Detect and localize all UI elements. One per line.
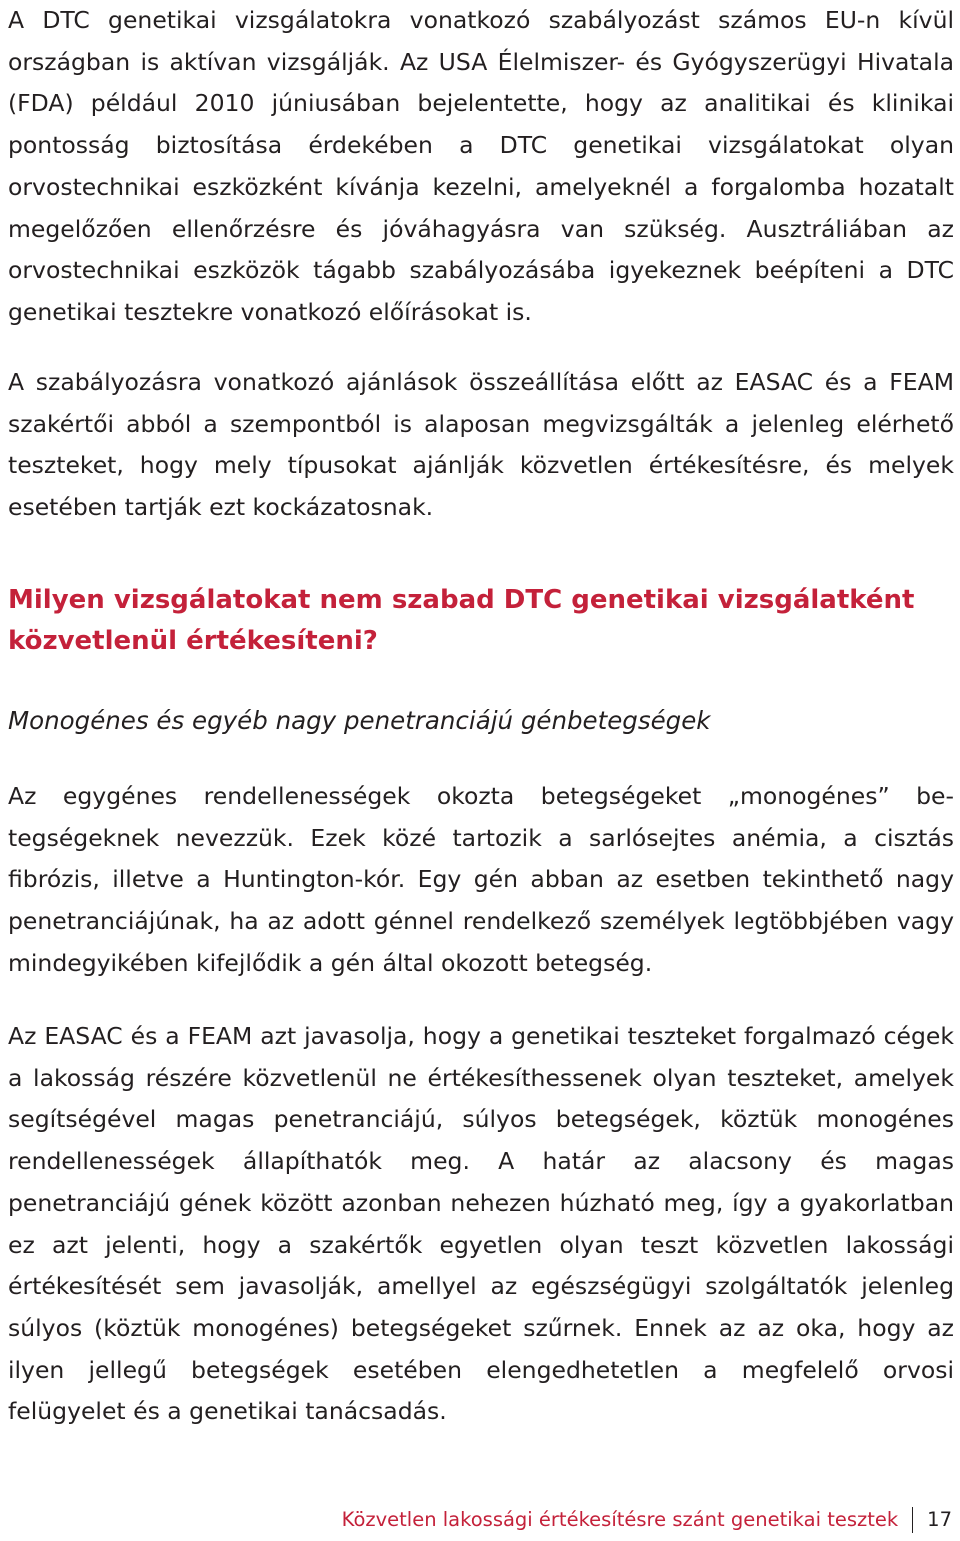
paragraph-recommendation: Az EASAC és a FEAM azt javasolja, hogy a genetikai teszteket forgalmazó cégek a lakosság részére közvetlenül ne értékesíthessenek olyan teszteket, amelyek segítségével magas penetranciájú, súlyos betegségek, köztük monogénes rendellenességek állapíthatók meg. A határ az alacsony és magas penetranciájú gének között azonban nehezen húzható meg, így a gyakorlatban ez azt jelenti, hogy a szakértők egyetlen olyan teszt közvetlen lakossági értékesítését sem javasolják, amellyel az egészségügyi szolgáltatók jelenleg súlyos (köztük monogénes) betegségeket szűrnek. Ennek az az oka, hogy az ilyen jellegű betegségek esetében elengedhetetlen a megfelelő orvosi felügyelet és a genetikai tanácsadás.	[8, 1022, 954, 1426]
paragraph-dtc-regulation: A DTC genetikai vizsgálatokra vonatkozó szabályozást számos EU-n kívül országban is aktívan vizsgálják. Az USA Élelmiszer- és Gyógyszerügyi Hivatala (FDA) például 2010 júniusában bejelentette, hogy az analitikai és klinikai pontosság biztosítása érdekében a DTC genetikai vizsgálatokat olyan orvostechnikai eszközként kívánja kezelni, amelyeknél a forgalomba hozatalt megelőzően ellenőrzésre és jóváhagyásra van szükség. Ausztráliában az orvostechnikai eszközök tágabb szabályozásába igyekeznek beépíteni a DTC genetikai tesztekre vonatkozó előírásokat is.	[8, 6, 954, 326]
page-footer	[342, 1505, 952, 1535]
page-number: 17	[927, 1508, 952, 1531]
paragraph-monogenic-definition: Az egygénes rendellenességek okozta betegségeket „monogénes” betegségeknek nevezzük. Ezek közé tartozik a sarlósejtes anémia, a cisztás fibrózis, illetve a Huntington-kór. Egy gén abban az esetben tekinthető nagy penetranciájúnak, ha az adott génnel rendelkező személyek legtöbbjében vagy mindegyikében kifejlődik a gén által okozott betegség.	[8, 782, 954, 977]
footer-divider	[912, 1507, 913, 1533]
paragraph-expert-review: A szabályozásra vonatkozó ajánlások összeállítása előtt az EASAC és a FEAM szakértői abból a szempontból is alaposan megvizsgálták a jelenleg elérhető teszteket, hogy mely típusokat ajánlják közvetlen értékesítésre, és melyek esetében tartják ezt kockázatosnak.	[8, 368, 954, 522]
section-subheading: Monogénes és egyéb nagy penetranciájú génbetegségek	[8, 706, 711, 735]
section-heading: Milyen vizsgálatokat nem szabad DTC genetikai vizsgálatként közvetlenül értékesíteni?	[8, 585, 915, 656]
footer-title: Közvetlen lakossági értékesítésre szánt genetikai tesztek	[341, 1508, 899, 1531]
